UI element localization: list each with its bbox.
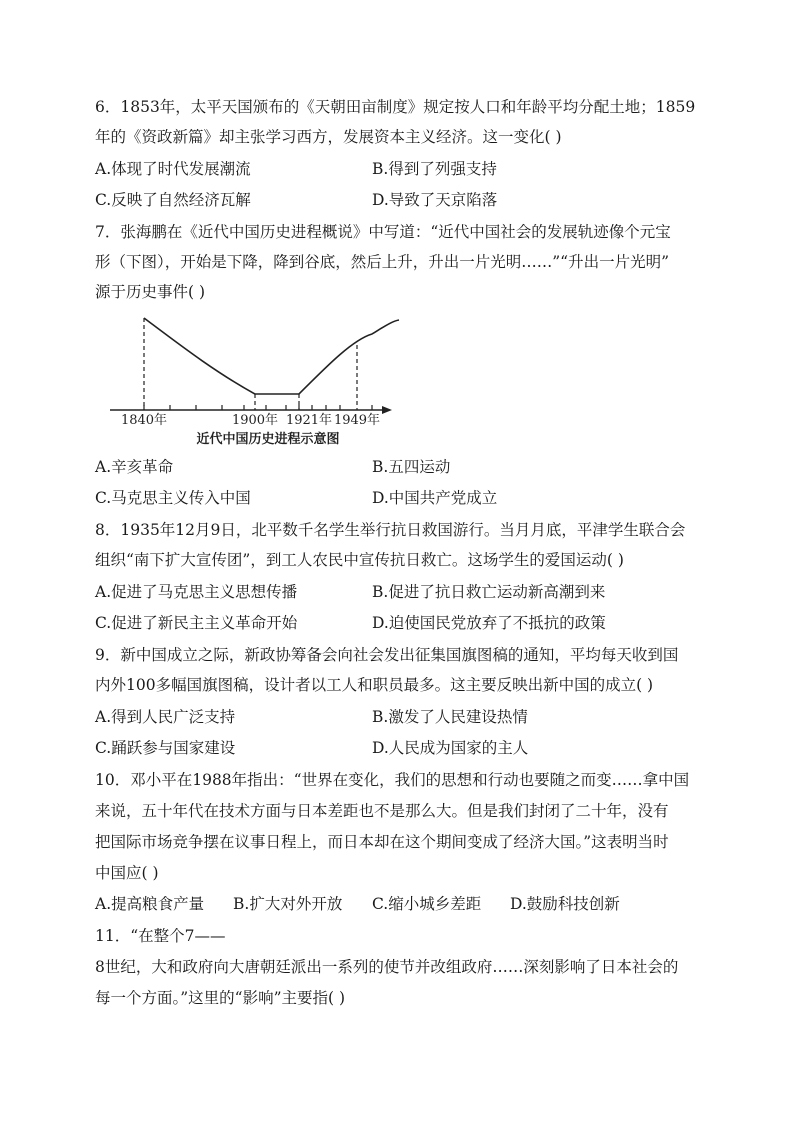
history-trend-figure [100,310,410,450]
q8-stem-line2: 组织“南下扩大宣传团”，到工人农民中宣传抗日救亡。这场学生的爱国运动( ) [95,551,624,569]
history-trend-svg [100,310,410,450]
q8-stem-line1: 8．1935年12月9日，北平数千名学生举行抗日救国游行。当月月底，平津学生联合会 [95,521,686,539]
q7-stem-line1: 7．张海鹏在《近代中国历史进程概说》中写道：“近代中国社会的发展轨迹像个元宝 [95,223,671,241]
q6-option-a: A.体现了时代发展潮流 [95,160,251,178]
q6-stem-line2: 年的《资政新篇》却主张学习西方，发展资本主义经济。这一变化( ) [95,128,562,146]
q8-option-b: B.促进了抗日救亡运动新高潮到来 [372,583,606,601]
q11-stem-line3: 每一个方面。”这里的“影响”主要指( ) [95,989,346,1007]
q10-stem-line2: 来说，五十年代在技术方面与日本差距也不是那么大。但是我们封闭了二十年，没有 [95,802,669,820]
q6-option-d: D.导致了天京陷落 [372,191,498,209]
q10-stem-line1: 10．邓小平在1988年指出：“世界在变化，我们的思想和行动也要随之而变……拿中国 [95,771,690,789]
tick-label-1900: 1900年 [231,413,279,428]
q10-option-a: A.提高粮食产量 [95,895,205,913]
q7-stem-line2: 形（下图），开始是下降，降到谷底，然后上升，升出一片光明……”“升出一片光明” [95,253,670,271]
q7-option-b: B.五四运动 [372,458,451,476]
q6-option-b: B.得到了列强支持 [372,160,497,178]
q10-stem-line4: 中国应( ) [95,864,159,882]
q9-stem-line2: 内外100多幅国旗图稿，设计者以工人和职员最多。这主要反映出新中国的成立( ) [95,676,654,694]
tick-label-1840: 1840年 [120,413,168,428]
x-axis-arrow [382,406,392,414]
q8-option-c: C.促进了新民主主义革命开始 [95,614,298,632]
q7-option-c: C.马克思主义传入中国 [95,489,251,507]
q9-stem-line1: 9．新中国成立之际，新政协筹备会向社会发出征集国旗图稿的通知，平均每天收到国 [95,646,679,664]
q9-option-a: A.得到人民广泛支持 [95,708,236,726]
q10-option-b: B.扩大对外开放 [233,895,343,913]
figure-caption: 近代中国历史进程示意图 [196,432,340,447]
q6-stem-line1: 6．1853年，太平天国颁布的《天朝田亩制度》规定按人口和年龄平均分配土地；1859 [95,98,696,116]
q7-option-a: A.辛亥革命 [95,458,174,476]
dashed-markers [144,318,357,410]
tick-label-1921: 1921年 [285,413,333,428]
tick-label-1949: 1949年 [333,413,381,428]
q7-option-d: D.中国共产党成立 [372,489,498,507]
q7-stem-line3: 源于历史事件( ) [95,283,206,301]
q9-option-d: D.人民成为国家的主人 [372,739,529,757]
q11-stem-line1: 11．“在整个7—— [95,927,226,945]
q10-option-c: C.缩小城乡差距 [372,895,482,913]
q8-option-d: D.迫使国民党放弃了不抵抗的政策 [372,614,606,632]
q8-option-a: A.促进了马克思主义思想传播 [95,583,298,601]
q9-option-b: B.激发了人民建设热情 [372,708,528,726]
q11-stem-line2: 8世纪，大和政府向大唐朝廷派出一系列的使节并改组政府……深刻影响了日本社会的 [95,958,679,976]
q6-option-c: C.反映了自然经济瓦解 [95,191,251,209]
q9-option-c: C.踊跃参与国家建设 [95,739,236,757]
trend-curve [144,318,399,394]
q10-option-d: D.鼓励科技创新 [510,895,620,913]
q10-stem-line3: 把国际市场竞争摆在议事日程上，而日本却在这个期间变成了经济大国。”这表明当时 [95,833,669,851]
